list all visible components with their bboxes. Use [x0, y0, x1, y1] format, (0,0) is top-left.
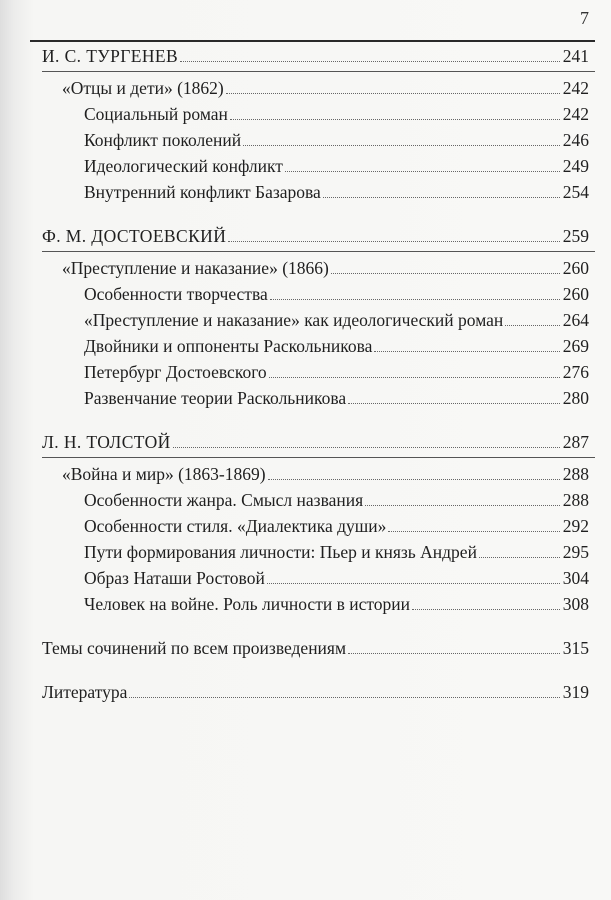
toc-entry-page: 295 — [562, 542, 589, 562]
toc-entry-page: 242 — [562, 104, 589, 124]
section-rule — [42, 71, 595, 72]
toc-entry-title: Темы сочинений по всем произведениям — [42, 638, 347, 658]
toc-entry[interactable] — [84, 592, 589, 616]
dot-leader — [228, 240, 560, 242]
page-number: 7 — [580, 8, 589, 28]
toc-entry[interactable] — [84, 386, 589, 410]
toc-essay-topics[interactable] — [42, 636, 589, 660]
dot-leader — [243, 144, 560, 146]
section-rule — [42, 251, 595, 252]
toc-entry-page: 288 — [562, 490, 589, 510]
toc-entry-page: 276 — [562, 362, 589, 382]
dot-leader — [129, 696, 559, 698]
toc-entry[interactable] — [84, 308, 589, 332]
toc-entry-title: Литература — [42, 682, 128, 702]
toc-entry-page: 315 — [562, 638, 589, 658]
dot-leader — [230, 118, 560, 120]
toc-entry[interactable] — [84, 514, 589, 538]
toc-entry-title: Социальный роман — [84, 104, 228, 124]
toc-entry-title: Ф. М. ДОСТОЕВСКИЙ — [42, 226, 227, 246]
toc-work-entry[interactable] — [62, 76, 589, 100]
toc-entry-page: 308 — [562, 594, 589, 614]
dot-leader — [331, 272, 560, 274]
toc-entry-page: 287 — [562, 432, 589, 452]
toc-entry-title: Внутренний конфликт Базарова — [84, 182, 321, 202]
dot-leader — [479, 556, 560, 558]
toc-entry-title: Особенности жанра. Смысл названия — [84, 490, 364, 510]
toc-author-tolstoy[interactable] — [42, 430, 589, 454]
dot-leader — [323, 196, 560, 198]
dot-leader — [412, 608, 560, 610]
toc-literature[interactable] — [42, 680, 589, 704]
toc-entry[interactable] — [84, 566, 589, 590]
dot-leader — [268, 478, 560, 480]
toc-entry-title: Особенности стиля. «Диалектика души» — [84, 516, 387, 536]
toc-entry[interactable] — [84, 154, 589, 178]
toc-entry-page: 249 — [562, 156, 589, 176]
toc-entry-title: «Война и мир» (1863-1869) — [62, 464, 266, 484]
toc-entry[interactable] — [84, 102, 589, 126]
toc-entry[interactable] — [84, 282, 589, 306]
dot-leader — [505, 324, 559, 326]
toc-entry-title: Конфликт поколений — [84, 130, 242, 150]
dot-leader — [348, 652, 560, 654]
toc-entry[interactable] — [84, 180, 589, 204]
dot-leader — [388, 530, 559, 532]
toc-entry-title: Петербург Достоевского — [84, 362, 267, 382]
toc-entry[interactable] — [84, 540, 589, 564]
toc-entry-page: 280 — [562, 388, 589, 408]
section-rule — [42, 457, 595, 458]
toc-entry-page: 269 — [562, 336, 589, 356]
toc-entry[interactable] — [84, 488, 589, 512]
dot-leader — [285, 170, 560, 172]
toc-entry[interactable] — [84, 128, 589, 152]
dot-leader — [180, 60, 560, 62]
toc-entry[interactable] — [84, 360, 589, 384]
toc-entry-title: «Преступление и наказание» как идеологический роман — [84, 310, 504, 330]
toc-entry-page: 259 — [562, 226, 589, 246]
toc-entry-title: «Отцы и дети» (1862) — [62, 78, 224, 98]
dot-leader — [270, 298, 560, 300]
toc-entry-page: 246 — [562, 130, 589, 150]
toc-entry-title: Идеологический конфликт — [84, 156, 283, 176]
toc-work-entry[interactable] — [62, 462, 589, 486]
toc-entry-page: 241 — [562, 46, 589, 66]
toc-entry-title: Человек на войне. Роль личности в истории — [84, 594, 411, 614]
toc-entry-page: 304 — [562, 568, 589, 588]
toc-entry-title: Развенчание теории Раскольникова — [84, 388, 347, 408]
dot-leader — [348, 402, 560, 404]
toc-entry-page: 264 — [562, 310, 589, 330]
toc-entry-title: «Преступление и наказание» (1866) — [62, 258, 329, 278]
header-rule — [30, 40, 595, 42]
toc-entry-title: Л. Н. ТОЛСТОЙ — [42, 432, 171, 452]
toc-entry-title: И. С. ТУРГЕНЕВ — [42, 46, 179, 66]
dot-leader — [226, 92, 560, 94]
toc-entry-page: 288 — [562, 464, 589, 484]
toc-entry-title: Двойники и оппоненты Раскольникова — [84, 336, 373, 356]
toc-entry-page: 254 — [562, 182, 589, 202]
toc-author-dostoevsky[interactable] — [42, 224, 589, 248]
dot-leader — [365, 504, 560, 506]
toc-entry-page: 242 — [562, 78, 589, 98]
toc-entry-page: 260 — [562, 284, 589, 304]
dot-leader — [267, 582, 560, 584]
dot-leader — [173, 446, 560, 448]
toc-entry-title: Особенности творчества — [84, 284, 268, 304]
toc-entry-title: Образ Наташи Ростовой — [84, 568, 265, 588]
toc-entry[interactable] — [84, 334, 589, 358]
toc-entry-page: 292 — [562, 516, 589, 536]
toc-entry-page: 260 — [562, 258, 589, 278]
toc-author-turgenev[interactable] — [42, 44, 589, 68]
toc-entry-page: 319 — [562, 682, 589, 702]
dot-leader — [374, 350, 559, 352]
toc-work-entry[interactable] — [62, 256, 589, 280]
dot-leader — [269, 376, 560, 378]
toc-entry-title: Пути формирования личности: Пьер и князь Андрей — [84, 542, 477, 562]
